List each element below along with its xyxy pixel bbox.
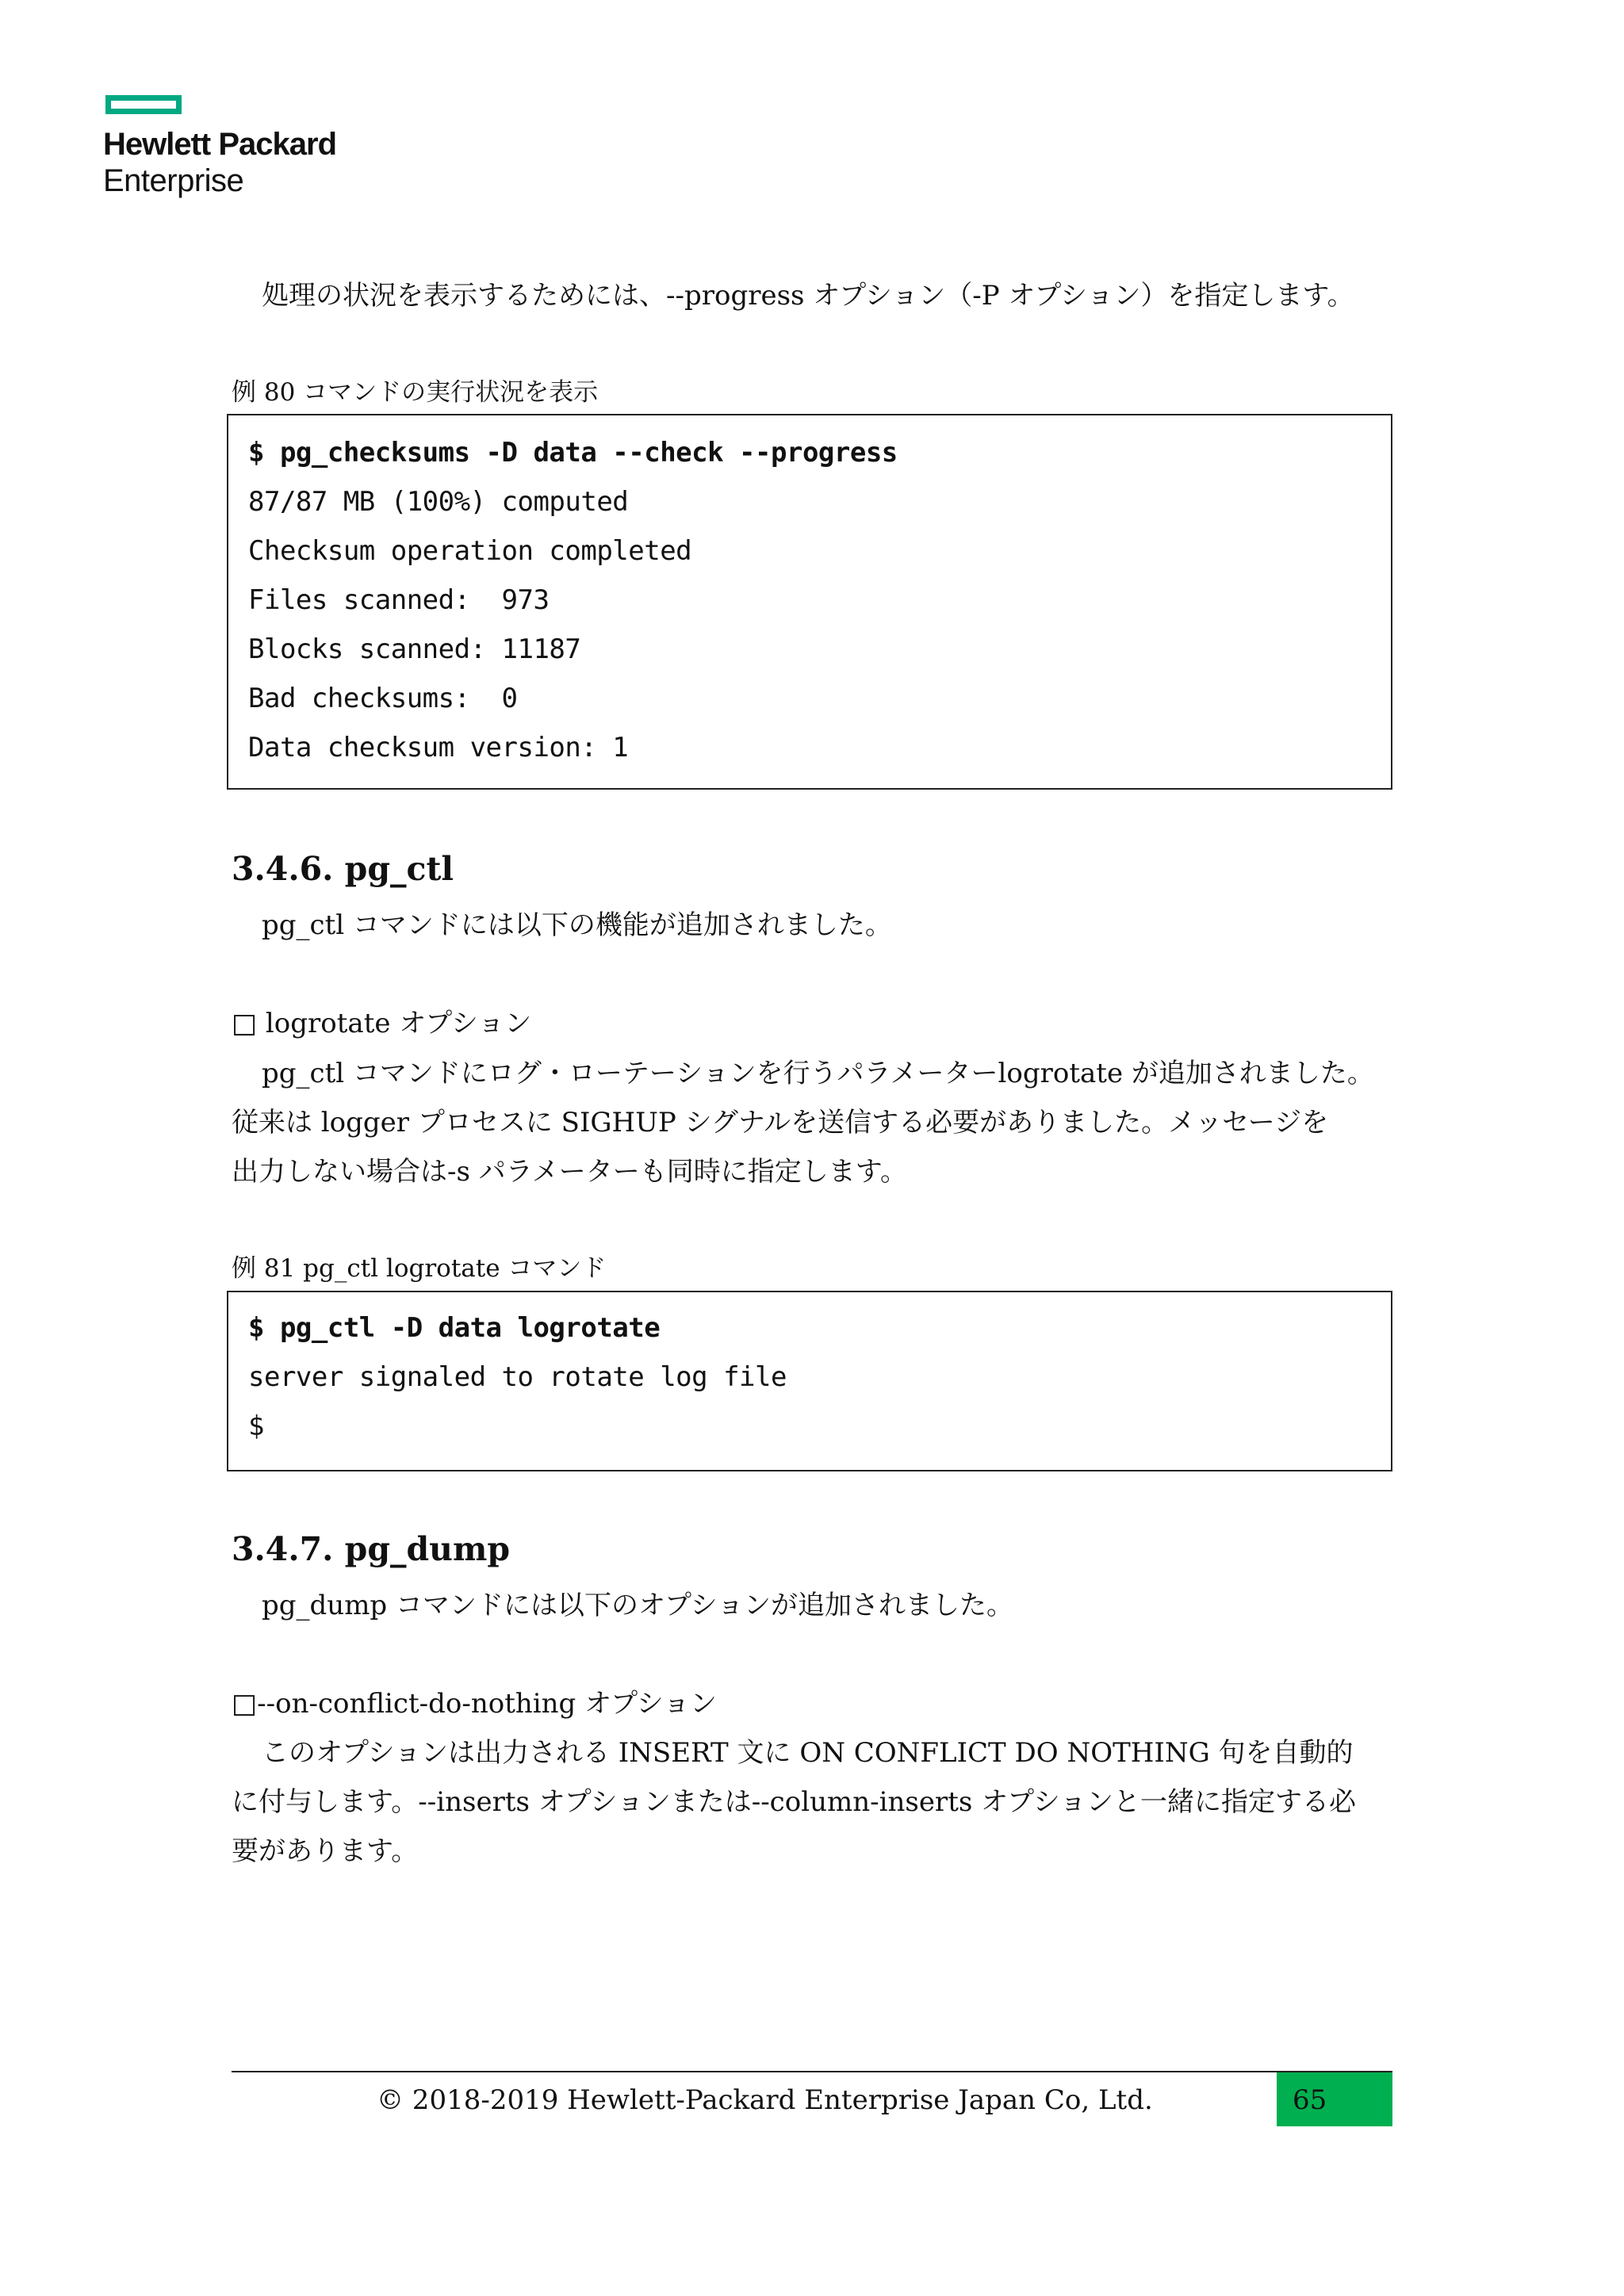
footer-rule xyxy=(232,2071,1392,2072)
code-line: $ xyxy=(248,1410,264,1442)
logo-mark xyxy=(105,95,182,114)
intro-paragraph: 処理の状況を表示するためには、--progress オプション（-P オプション）を指定します。 xyxy=(262,280,1354,312)
logo-line1: Hewlett Packard xyxy=(103,127,337,162)
example81-caption: 例 81 pg_ctl logrotate コマンド xyxy=(232,1254,607,1283)
code-line: $ pg_ctl -D data logrotate xyxy=(248,1312,661,1344)
footer-copyright: © 2018-2019 Hewlett-Packard Enterprise Japan Co, Ltd. xyxy=(377,2084,1153,2116)
section-heading-pg-dump: 3.4.7. pg_dump xyxy=(232,1530,511,1568)
page-number: 65 xyxy=(1293,2084,1327,2116)
section-heading-pg-ctl: 3.4.6. pg_ctl xyxy=(232,850,454,888)
option-item-title: □ logrotate オプション xyxy=(232,1008,532,1039)
body-line: pg_ctl コマンドにログ・ローテーションを行うパラメーターlogrotate が追加されました。 xyxy=(262,1058,1374,1089)
example80-caption: 例 80 コマンドの実行状況を表示 xyxy=(232,378,599,407)
section-lead: pg_ctl コマンドには以下の機能が追加されました。 xyxy=(262,909,892,941)
code-line: Data checksum version: 1 xyxy=(248,732,629,763)
body-line: に付与します。--inserts オプションまたは--column-inserts オプションと一緒に指定する必 xyxy=(232,1786,1357,1818)
code-line: Blocks scanned: 11187 xyxy=(248,633,581,665)
option-item-title: □--on-conflict-do-nothing オプション xyxy=(232,1688,718,1720)
code-line: $ pg_checksums -D data --check --progress xyxy=(248,437,898,469)
logo-line2: Enterprise xyxy=(103,163,244,198)
code-line: Bad checksums: 0 xyxy=(248,683,518,714)
example80-code-block xyxy=(227,414,1392,790)
body-line: 要があります。 xyxy=(232,1835,419,1867)
code-line: 87/87 MB (100%) computed xyxy=(248,486,629,518)
body-line: 従来は logger プロセスに SIGHUP シグナルを送信する必要がありました。メッセージを xyxy=(232,1107,1329,1138)
body-line: このオプションは出力される INSERT 文に ON CONFLICT DO NOTHING 句を自動的 xyxy=(262,1737,1354,1769)
example81-code-block xyxy=(227,1291,1392,1471)
section-lead: pg_dump コマンドには以下のオプションが追加されました。 xyxy=(262,1590,1013,1621)
code-line: server signaled to rotate log file xyxy=(248,1361,787,1393)
code-line: Checksum operation completed xyxy=(248,535,692,567)
body-line: 出力しない場合は-s パラメーターも同時に指定します。 xyxy=(232,1156,908,1188)
code-line: Files scanned: 973 xyxy=(248,584,550,616)
